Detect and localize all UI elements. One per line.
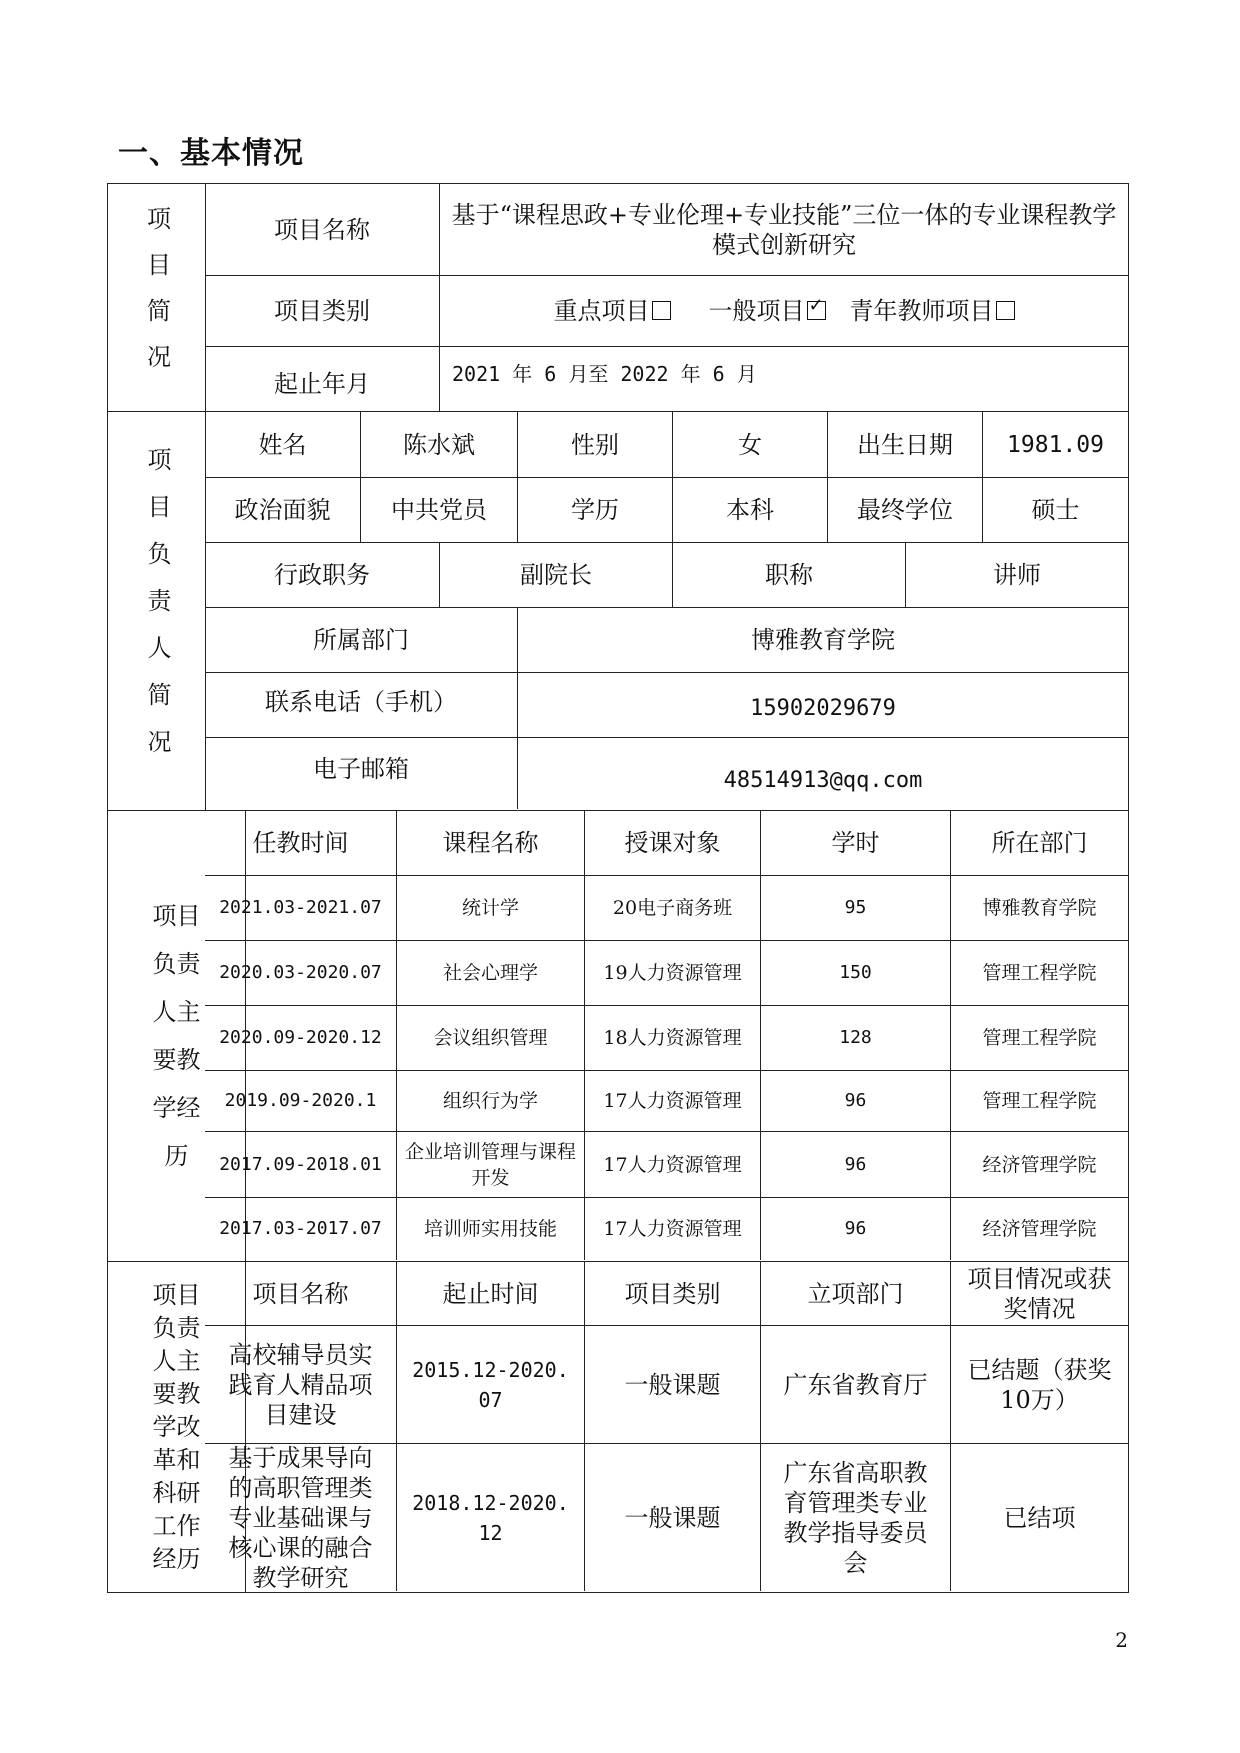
leader-profile-label [108,412,206,810]
teaching-row-cell: 2020.03-2020.07 [205,941,397,1006]
teaching-row-cell: 17人力资源管理 [585,1071,761,1132]
teaching-row-cell: 17人力资源管理 [585,1198,761,1260]
project-name-label: 项目名称 [205,184,440,276]
teaching-row-cell: 18人力资源管理 [585,1006,761,1071]
project-overview-label-text: 项目简况 [142,205,171,390]
teaching-row-cell: 128 [761,1006,951,1071]
research-header-cell: 项目类别 [585,1262,761,1326]
checkbox-empty-icon[interactable] [652,301,671,320]
research-header-cell: 项目名称 [205,1262,397,1326]
birth-value: 1981.09 [983,412,1128,478]
teaching-row-cell: 95 [761,876,951,941]
checkbox-empty-icon[interactable] [996,301,1015,320]
teaching-row-cell: 管理工程学院 [951,941,1128,1006]
section-heading: 一、基本情况 [118,136,304,171]
research-row-cell: 已结题（获奖10万） [951,1326,1128,1444]
teaching-header-cell: 授课对象 [585,811,761,876]
teaching-row-cell: 经济管理学院 [982,1218,1097,1240]
research-row-cell: 一般课题 [585,1326,761,1444]
email-value: 48514913@qq.com [723,767,923,793]
research-row-cell: 基于成果导向的高职管理类专业基础课与核心课的融合教学研究 [205,1444,397,1591]
teaching-row-cell: 96 [761,1132,951,1198]
category-young-teacher-project[interactable]: 青年教师项目 [850,296,1015,326]
teaching-row-cell: 管理工程学院 [951,1071,1128,1132]
teaching-row-cell: 社会心理学 [397,941,585,1006]
teaching-row-cell: 统计学 [397,876,585,941]
teaching-row-cell: 2019.09-2020.1 [205,1071,397,1132]
teaching-row-cell: 组织行为学 [397,1071,585,1132]
department-label: 所属部门 [205,608,518,673]
checkbox-checked-icon[interactable]: ✓ [807,301,826,320]
teaching-row-cell: 150 [761,941,951,1006]
project-overview-section [107,183,1129,412]
degree-label: 最终学位 [828,478,983,543]
admin-position-value: 副院长 [440,543,673,608]
teaching-row-cell: 博雅教育学院 [951,876,1128,941]
teaching-row-cell: 经济管理学院 [951,1132,1128,1198]
leader-profile-section [107,412,1129,811]
project-category-options [440,276,1128,347]
leader-profile-label-text: 项目负责人简况 [143,446,171,776]
teaching-row-cell: 2017.03-2017.07 [205,1198,397,1260]
research-row-cell: 广东省高职教育管理类专业教学指导委员会 [761,1444,951,1591]
name-value: 陈水斌 [361,412,518,478]
research-row-cell: 2015.12-2020.07 [397,1326,585,1444]
department-value: 博雅教育学院 [518,608,1128,673]
teaching-experience-section [107,811,1129,1262]
research-row-cell: 广东省教育厅 [761,1326,951,1444]
teaching-row-cell: 19人力资源管理 [585,941,761,1006]
research-header-cell: 立项部门 [761,1262,951,1326]
education-label: 学历 [518,478,673,543]
phone-label: 联系电话（手机） [205,673,518,738]
teaching-row-cell: 培训师实用技能 [397,1198,585,1260]
research-row-cell: 已结项 [1003,1503,1076,1532]
teaching-header-cell: 任教时间 [205,811,397,876]
teaching-header-cell: 课程名称 [397,811,585,876]
teaching-header-cell: 学时 [761,811,951,876]
category-general-project[interactable]: 一般项目 ✓ [708,295,824,325]
name-label: 姓名 [205,412,361,478]
teaching-row-cell: 20电子商务班 [585,876,761,941]
gender-value: 女 [673,412,828,478]
research-row-cell: 高校辅导员实践育人精品项目建设 [205,1326,397,1444]
research-header-cell: 起止时间 [397,1262,585,1326]
teaching-row-cell: 96 [761,1071,951,1132]
teaching-experience-label-text: 项目负责人主要教学经历 [152,902,201,1170]
page-number: 2 [1115,1628,1128,1652]
research-header-cell: 项目情况或获奖情况 [951,1262,1128,1326]
teaching-row-cell: 2021.03-2021.07 [205,876,397,941]
teaching-row-cell: 2020.09-2020.12 [205,1006,397,1071]
teaching-row-cell: 96 [761,1198,951,1260]
birth-label: 出生日期 [828,412,983,478]
research-row-cell: 2018.12-2020.12 [397,1444,585,1591]
professional-title-value: 讲师 [906,543,1128,608]
teaching-row-cell: 2017.09-2018.01 [205,1132,397,1198]
project-name-value: 基于“课程思政+专业伦理+专业技能”三位一体的专业课程教学模式创新研究 [440,184,1128,276]
teaching-row-cell: 企业培训管理与课程开发 [397,1132,585,1198]
project-category-label: 项目类别 [205,276,440,347]
email-label: 电子邮箱 [205,738,518,809]
teaching-row-cell: 17人力资源管理 [585,1132,761,1198]
politics-value: 中共党员 [361,478,518,543]
project-overview-label [108,184,206,411]
education-value: 本科 [673,478,828,543]
research-row-cell: 一般课题 [585,1444,761,1591]
admin-position-label: 行政职务 [205,543,440,608]
project-period-label: 起止年月 [205,347,440,411]
category-key-project[interactable]: 重点项目 [554,296,671,326]
degree-value: 硕士 [983,478,1128,543]
project-period-value: 2021 年 6 月至 2022 年 6 月 [452,362,757,386]
teaching-header-cell: 所在部门 [951,811,1128,876]
research-experience-section [107,1262,1129,1593]
phone-value: 15902029679 [518,673,1128,738]
professional-title-label: 职称 [673,543,906,608]
teaching-row-cell: 管理工程学院 [951,1006,1128,1071]
gender-label: 性别 [518,412,673,478]
politics-label: 政治面貌 [205,478,361,543]
research-experience-label-text: 项目负责人主要教学改革和科研工作经历 [152,1280,201,1573]
teaching-row-cell: 会议组织管理 [397,1006,585,1071]
